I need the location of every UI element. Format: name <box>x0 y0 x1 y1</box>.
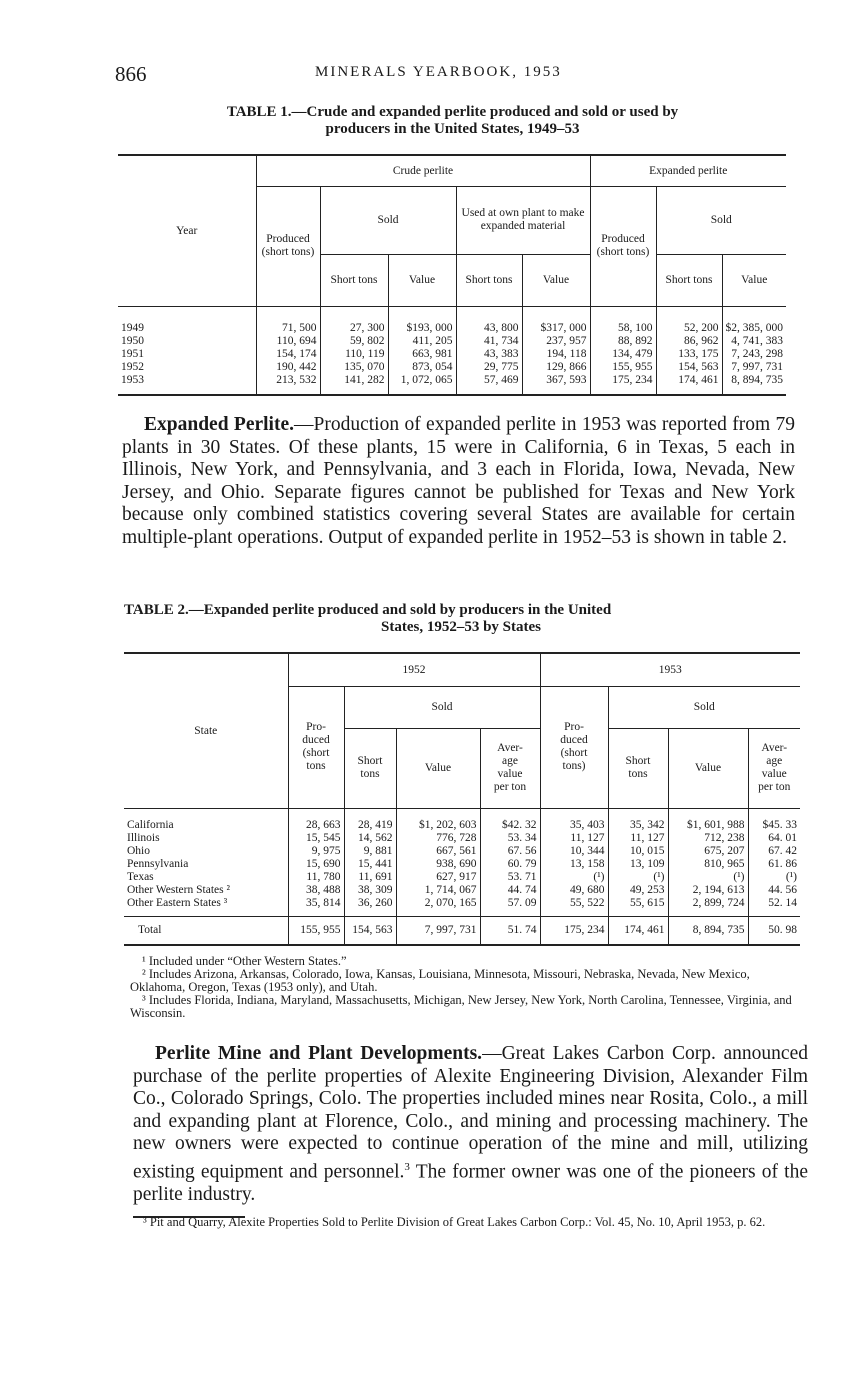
used-at-plant-header: Used at own plant to make expanded material <box>456 186 590 254</box>
table1-caption-line2: producers in the United States, 1949–53 <box>325 121 580 137</box>
value-header: Value <box>522 254 590 306</box>
short-tons-header: Short tons <box>608 728 668 808</box>
expanded-produced-header: Produced (short tons) <box>590 186 656 306</box>
total-cell: 51. 74 <box>480 916 540 944</box>
value-1952-column: $1, 202, 603 776, 728 667, 561 938, 690 627, 917 1, 714, 067 2, 070, 165 <box>396 808 480 916</box>
short-tons-header: Short tons <box>320 254 388 306</box>
table2-caption-line1: TABLE 2.—Expanded perlite produced and sold by producers in the United <box>124 602 612 618</box>
state-column: California Illinois Ohio Pennsylvania Texas Other Western States ² Other Eastern States ³ <box>127 818 230 909</box>
year-header: Year <box>118 156 256 306</box>
paragraph-heading: Expanded Perlite. <box>144 414 294 435</box>
total-row <box>124 916 800 944</box>
value-header: Value <box>396 728 480 808</box>
expanded-perlite-paragraph <box>122 414 795 549</box>
table1-caption <box>120 104 785 138</box>
footnote-3: ³ Includes Florida, Indiana, Maryland, Massachusetts, Michigan, New Jersey, New York, North Carolina, Tennessee, Virginia, and Wisconsin. <box>130 993 792 1020</box>
value-1953-column: $1, 601, 988 712, 238 675, 207 810, 965 (¹) 2, 194, 613 2, 899, 724 <box>668 808 748 916</box>
value-header: Value <box>722 254 786 306</box>
produced-1952-header: Pro- duced (short tons <box>288 686 344 808</box>
expanded-sold-header: Sold <box>656 186 786 254</box>
paragraph-text: —Great Lakes Carbon Corp. announced purchase of the perlite properties of Alexite Engineering Division, Alexander Film Co., Colorado Springs, Colo. The properties included mines near Rosita, Colo., a mill and expanding plant at Florence, Colo., and mining and processing machinery. The new owners were expected to continue operation of the mine and mill, utilizing existing equipment and personnel. <box>133 1043 808 1182</box>
crude-sold-tons-column: 27, 300 59, 802 110, 119 135, 070 141, 282 <box>320 306 388 394</box>
total-cell: 7, 997, 731 <box>396 916 480 944</box>
footnote-3-citation: ³ Pit and Quarry, Alexite Properties Sold to Perlite Division of Great Lakes Carbon Corp.: Vol. 45, No. 10, April 1953, p. 62. <box>143 1215 766 1229</box>
year-column: 1949 1950 1951 1952 1953 <box>121 321 144 386</box>
crude-sold-value-column: $193, 000 411, 205 663, 981 873, 054 1, 072, 065 <box>388 306 456 394</box>
paragraph-text: —Production of expanded perlite in 1953 was reported from 79 plants in 30 States. Of these plants, 15 were in California, 6 in Texas, 5 each in Illinois, New York, and Pennsylvania, and 3 each in Florida, Iowa, Nevada, New Jersey, and Ohio. Separate figures cannot be published for Texas and New York because only combined statistics covering several States are available for certain multiple-plant operations. Output of expanded perlite in 1952–53 is shown in table 2. <box>122 414 795 548</box>
crude-sold-header: Sold <box>320 186 456 254</box>
mine-plant-paragraph <box>133 1043 808 1206</box>
value-header: Value <box>668 728 748 808</box>
sold-tons-1952-column: 28, 419 14, 562 9, 881 15, 441 11, 691 38, 309 36, 260 <box>344 808 396 916</box>
crude-produced-column: 71, 500 110, 694 154, 174 190, 442 213, 532 <box>256 306 320 394</box>
expanded-sold-value-column: $2, 385, 000 4, 741, 383 7, 243, 298 7, 997, 731 8, 894, 735 <box>722 306 786 394</box>
crude-perlite-header: Crude perlite <box>256 156 590 186</box>
page-number: 866 <box>115 62 147 86</box>
total-label: Total <box>124 916 288 944</box>
produced-1952-column: 28, 663 15, 545 9, 975 15, 690 11, 780 38, 488 35, 814 <box>288 808 344 916</box>
table2-caption <box>124 602 798 636</box>
state-header: State <box>124 654 288 808</box>
average-value-header: Aver- age value per ton <box>480 728 540 808</box>
year-1952-header: 1952 <box>288 654 540 686</box>
used-tons-column: 43, 800 41, 734 43, 383 29, 775 57, 469 <box>456 306 522 394</box>
running-title: MINERALS YEARBOOK, 1953 <box>315 64 562 80</box>
total-cell: 50. 98 <box>748 916 800 944</box>
footnote-1: ¹ Included under “Other Western States.” <box>142 954 347 968</box>
table2 <box>124 652 800 946</box>
produced-1953-column: 35, 403 11, 127 10, 344 13, 158 (¹) 49, 680 55, 522 <box>540 808 608 916</box>
total-cell: 175, 234 <box>540 916 608 944</box>
table2-caption-line2: States, 1952–53 by States <box>381 619 541 635</box>
sold-1953-header: Sold <box>608 686 800 728</box>
total-cell: 154, 563 <box>344 916 396 944</box>
paragraph-text-end: The former owner was one of the pioneers of the perlite industry. <box>133 1161 808 1205</box>
used-value-column: $317, 000 237, 957 194, 118 129, 866 367, 593 <box>522 306 590 394</box>
crude-produced-header: Produced (short tons) <box>256 186 320 306</box>
footnote-reference: 3 <box>404 1160 410 1173</box>
table2-footnotes <box>130 955 800 1020</box>
expanded-sold-tons-column: 52, 200 86, 962 133, 175 154, 563 174, 461 <box>656 306 722 394</box>
total-cell: 155, 955 <box>288 916 344 944</box>
total-cell: 8, 894, 735 <box>668 916 748 944</box>
table1-caption-line1: TABLE 1.—Crude and expanded perlite produced and sold or used by <box>226 104 679 120</box>
expanded-perlite-header: Expanded perlite <box>590 156 786 186</box>
short-tons-header: Short tons <box>456 254 522 306</box>
short-tons-header: Short tons <box>344 728 396 808</box>
year-1953-header: 1953 <box>540 654 800 686</box>
average-1952-column: $42. 32 53. 34 67. 56 60. 79 53. 71 44. 74 57. 09 <box>480 808 540 916</box>
sold-tons-1953-column: 35, 342 11, 127 10, 015 13, 109 (¹) 49, 253 55, 615 <box>608 808 668 916</box>
footnote-2: ² Includes Arizona, Arkansas, Colorado, Iowa, Kansas, Louisiana, Minnesota, Missouri, Nebraska, Nevada, New Mexico, Oklahoma, Oregon, Texas (1953 only), and Utah. <box>130 967 750 994</box>
sold-1952-header: Sold <box>344 686 540 728</box>
expanded-produced-column: 58, 100 88, 892 134, 479 155, 955 175, 234 <box>590 306 656 394</box>
value-header: Value <box>388 254 456 306</box>
produced-1953-header: Pro- duced (short tons) <box>540 686 608 808</box>
average-value-header: Aver- age value per ton <box>748 728 800 808</box>
average-1953-column: $45. 33 64. 01 67. 42 61. 86 (¹) 44. 56 52. 14 <box>748 808 800 916</box>
table1 <box>118 154 786 396</box>
paragraph-heading: Perlite Mine and Plant Developments. <box>155 1043 483 1064</box>
short-tons-header: Short tons <box>656 254 722 306</box>
total-cell: 174, 461 <box>608 916 668 944</box>
